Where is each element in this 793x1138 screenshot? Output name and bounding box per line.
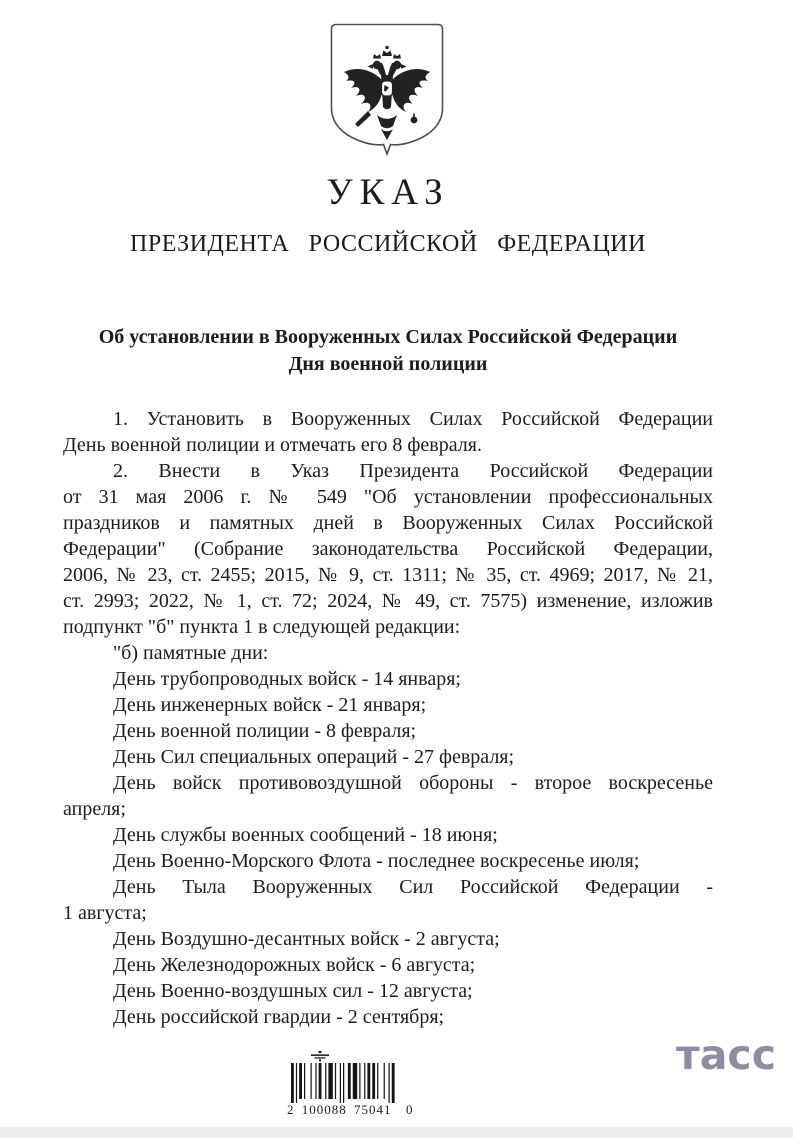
body-line: День трубопроводных войск - 14 января; [113,668,461,690]
body-line: День Военно-Морского Флота - последнее воскресенье июля; [113,850,640,872]
barcode [287,1051,414,1117]
body-line: праздников и памятных дней в Вооруженных Силах Российской [63,512,713,534]
body-line: День российской гвардии - 2 сентября; [113,1006,445,1028]
tass-watermark: тасс [676,1031,777,1079]
body-line: День войск противовоздушной обороны - второе воскресенье [113,772,713,794]
body-line: 1. Установить в Вооруженных Силах Российской Федерации [113,408,713,430]
body-line: День Военно-воздушных сил - 12 августа; [113,980,473,1002]
body-line: День службы военных сообщений - 18 июня; [113,824,498,846]
barcode-bars [291,1063,395,1103]
body-line: День военной полиции и отмечать его 8 февраля. [63,434,482,456]
body-line: День Тыла Вооруженных Сил Российской Федерации - [113,876,713,898]
doc-type-heading: УКАЗ [326,172,450,213]
body-line: 1 августа; [63,902,147,924]
body-line: День Сил специальных операций - 27 февраля; [113,746,515,768]
bottom-edge-strip [0,1127,793,1138]
decree-title [63,324,713,378]
decree-title-line: Дня военной полиции [288,353,488,375]
barcode-number: 2 100088 75041 0 [287,1102,414,1117]
body-line: День Железнодорожных войск - 6 августа; [113,954,476,976]
body-line: апреля; [63,798,126,820]
body-line: День Воздушно-десантных войск - 2 августа; [113,928,500,950]
barcode-emblem-icon [309,1051,331,1062]
body-line: День военной полиции - 8 февраля; [113,720,417,742]
body-line: 2006, № 23, ст. 2455; 2015, № 9, ст. 1311; № 35, ст. 4969; 2017, № 21, [63,564,713,586]
decree-title-line: Об установлении в Вооруженных Силах Российской Федерации [98,326,678,348]
body-line: ст. 2993; 2022, № 1, ст. 72; 2024, № 49, ст. 7575) изменение, изложив [63,590,713,612]
issuer-heading: ПРЕЗИДЕНТА РОССИЙСКОЙ ФЕДЕРАЦИИ [130,231,646,257]
body-line: День инженерных войск - 21 января; [113,694,427,716]
body-line: подпункт "б" пункта 1 в следующей редакции: [63,616,461,638]
body-line: от 31 мая 2006 г. № 549 "Об установлении профессиональных [63,486,713,508]
body-line: 2. Внести в Указ Президента Российской Федерации [113,460,713,482]
decree-body [63,406,713,1030]
body-line: Федерации" (Собрание законодательства Российской Федерации, [63,538,713,560]
body-line: "б) памятные дни: [113,642,269,664]
russia-coat-of-arms-icon [330,23,444,156]
